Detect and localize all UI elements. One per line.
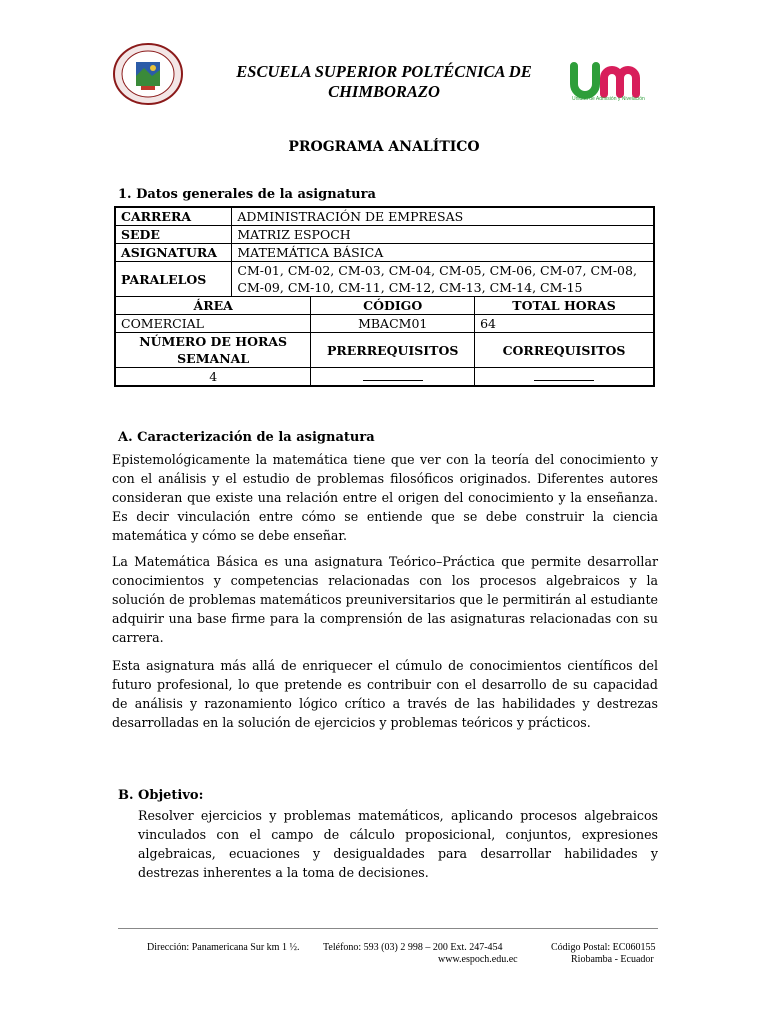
table-row: [115, 297, 654, 315]
um-logo: [568, 58, 658, 108]
footer-website[interactable]: www.espoch.edu.ec: [438, 954, 518, 965]
section-a-paragraph-2: La Matemática Básica es una asignatura Teórico–Práctica que permite desarrollar conocimientos y competencias relacionadas con los procesos algebraicos y la solución de problemas matemáticos preuniversitarios que le permitirán al estudiante adquirir una base firme para la comprensión de las asignaturas relacionadas con su carrera.: [112, 554, 658, 645]
paralelos-value: [232, 262, 654, 297]
sede-label: SEDE: [115, 226, 232, 244]
carrera-value: ADMINISTRACIÓN DE EMPRESAS: [232, 207, 654, 226]
section-a-paragraph-1: Epistemológicamente la matemática tiene que ver con la teoría del conocimiento y con el análisis y el estudio de problemas filosóficos originados. Diferentes autores consideran que existe una relación entre el origen del conocimiento y la enseñanza. Es decir vinculación entre cómo se entiende que se debe construir la ciencia matemática y cómo se debe enseñar.: [112, 452, 658, 543]
section-a-paragraph-3: Esta asignatura más allá de enriquecer el cúmulo de conocimientos científicos del futuro profesional, lo que pretende es contribuir con el desarrollo de su capacidad de análisis y razonamiento lógico crítico a través de las habilidades y destrezas desarrolladas en la solución de ejercicios y problemas teóricos y prácticos.: [112, 658, 658, 730]
prerrequisitos-blank: [311, 368, 475, 387]
total-horas-value: 64: [475, 315, 654, 333]
sede-value: MATRIZ ESPOCH: [232, 226, 654, 244]
prerrequisitos-label: PRERREQUISITOS: [311, 333, 475, 368]
horas-semanal-label: NÚMERO DE HORAS SEMANAL: [115, 333, 311, 368]
area-label: ÁREA: [115, 297, 311, 315]
document-title: PROGRAMA ANALÍTICO: [288, 139, 480, 155]
correquisitos-label: CORREQUISITOS: [475, 333, 654, 368]
section-b-heading: B. Objetivo:: [118, 788, 204, 803]
asignatura-label: ASIGNATURA: [115, 244, 232, 262]
um-logo-caption: Unidad de Admisión y Nivelación: [572, 96, 645, 102]
section-1-heading: 1. Datos generales de la asignatura: [118, 187, 376, 202]
table-row: [115, 244, 654, 262]
general-data-table: [114, 206, 655, 387]
footer-phone: Teléfono: 593 (03) 2 998 – 200 Ext. 247-454: [323, 942, 503, 953]
carrera-label: CARRERA: [115, 207, 232, 226]
total-horas-label: TOTAL HORAS: [475, 297, 654, 315]
asignatura-value: MATEMÁTICA BÁSICA: [232, 244, 654, 262]
codigo-value: MBACM01: [311, 315, 475, 333]
area-value: COMERCIAL: [115, 315, 311, 333]
table-row: [115, 315, 654, 333]
paralelos-line-1: CM-01, CM-02, CM-03, CM-04, CM-05, CM-06, CM-07, CM-08,: [237, 263, 637, 278]
footer-divider: [118, 928, 658, 929]
correquisitos-blank: [475, 368, 654, 387]
footer-postal-code: Código Postal: EC060155: [551, 942, 656, 953]
horas-semanal-value: 4: [115, 368, 311, 387]
paralelos-line-2: CM-09, CM-10, CM-11, CM-12, CM-13, CM-14, CM-15: [237, 280, 583, 295]
school-name: ESCUELA SUPERIOR POLTÉCNICA DE CHIMBORAZO: [236, 62, 532, 101]
footer-city: Riobamba - Ecuador: [571, 954, 654, 965]
footer-address: Dirección: Panamericana Sur km 1 ½.: [147, 942, 300, 953]
section-b-paragraph: Resolver ejercicios y problemas matemáticos, aplicando procesos algebraicos vinculados con el campo de cálculo proposicional, conjuntos, expresiones algebraicas, ecuaciones y desigualdades para desarrollar habilidades y destrezas inherentes a la toma de decisiones.: [138, 808, 658, 880]
table-row: [115, 207, 654, 226]
codigo-label: CÓDIGO: [311, 297, 475, 315]
table-row: [115, 226, 654, 244]
table-row: [115, 262, 654, 297]
section-a-heading: A. Caracterización de la asignatura: [118, 430, 375, 445]
table-row: [115, 368, 654, 387]
espoch-seal-logo: [108, 42, 188, 106]
table-row: [115, 333, 654, 368]
paralelos-label: PARALELOS: [115, 262, 232, 297]
